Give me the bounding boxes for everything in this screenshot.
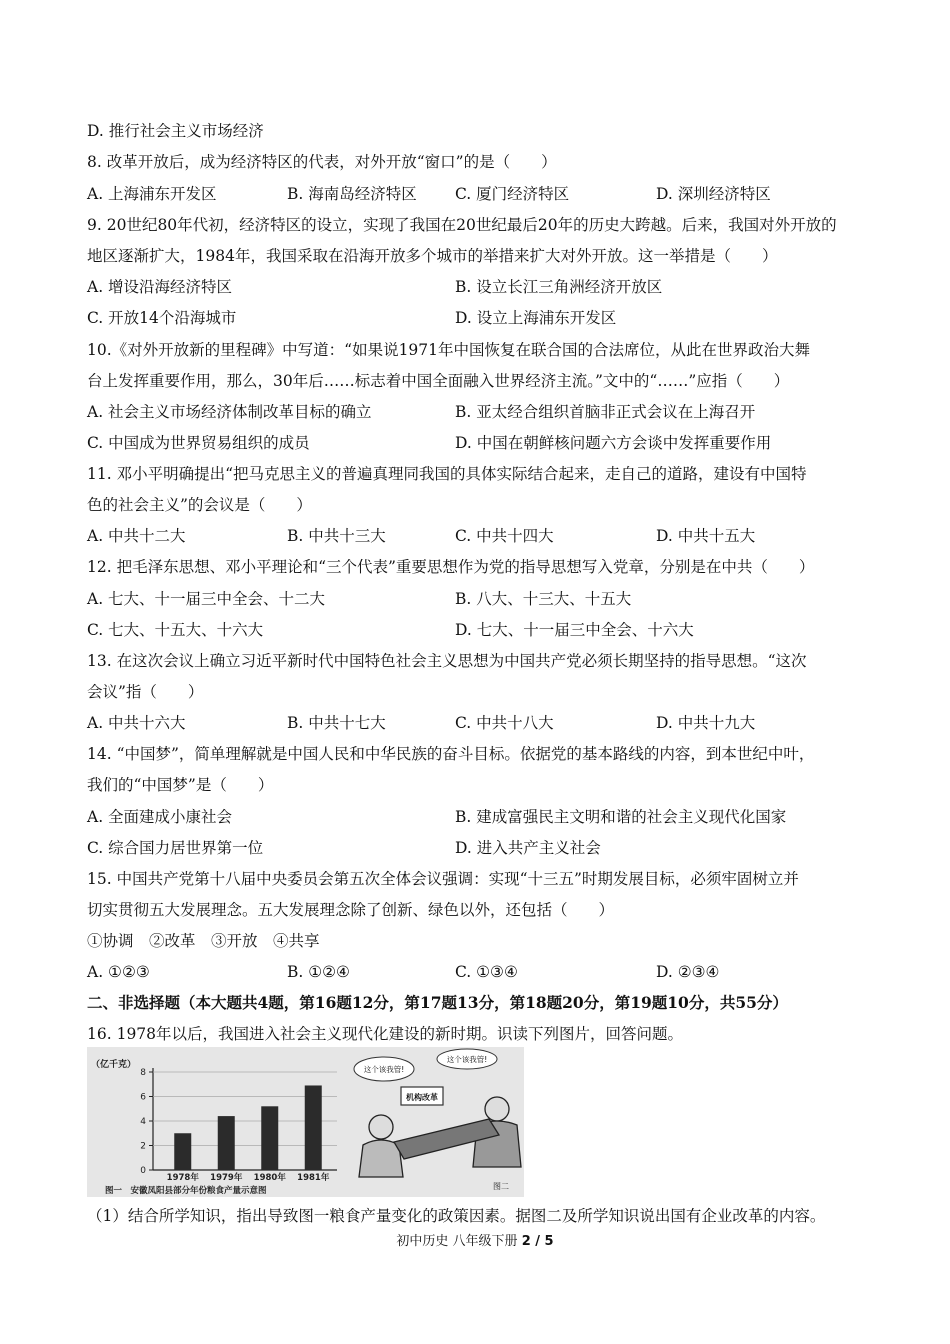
enterprise-reform-cartoon [349, 1047, 524, 1197]
person-right-head-icon [485, 1097, 509, 1121]
q9-option-b: B. 设立长江三角洲经济开放区 [455, 278, 663, 296]
x-tick-label: 1981年 [297, 1173, 330, 1183]
person-left-head-icon [369, 1115, 393, 1139]
q14-option-d: D. 进入共产主义社会 [455, 839, 601, 857]
q11-option-a: A. 中共十二大 [87, 527, 186, 545]
page-number: 2 / 5 [521, 1234, 554, 1249]
q12-option-d: D. 七大、十一届三中全会、十六大 [455, 621, 694, 639]
chart-ylabel: （亿千克） [91, 1060, 137, 1070]
q10-stem-line2: 台上发挥重要作用，那么，30年后……标志着中国全面融入世界经济主流。”文中的“……”应指（ ） [87, 372, 790, 390]
y-tick-label: 0 [140, 1166, 146, 1176]
q16-figure [87, 1047, 524, 1197]
q8-option-b: B. 海南岛经济特区 [287, 185, 417, 203]
q15-option-c: C. ①③④ [455, 963, 518, 981]
x-tick-label: 1980年 [253, 1173, 286, 1183]
q10-stem-line1: 10.《对外开放新的里程碑》中写道：“如果说1971年中国恢复在联合国的合法席位，从此在世界政治大舞 [87, 341, 811, 359]
bar-1980年 [261, 1106, 278, 1170]
figure2-caption: 图二 [493, 1182, 509, 1191]
y-tick-label: 6 [140, 1092, 146, 1103]
q8-option-c: C. 厦门经济特区 [455, 185, 570, 203]
footer-text: 初中历史 八年级下册 [396, 1234, 522, 1249]
q14-stem-line2: 我们的“中国梦”是（ ） [87, 776, 274, 794]
q12-stem: 12. 把毛泽东思想、邓小平理论和“三个代表”重要思想作为党的指导思想写入党章，分别是在中共（ ） [87, 558, 815, 576]
x-tick-label: 1979年 [210, 1173, 243, 1183]
y-tick-label: 8 [140, 1068, 146, 1078]
q11-option-d: D. 中共十五大 [656, 527, 756, 545]
q14-option-b: B. 建成富强民主文明和谐的社会主义现代化国家 [455, 808, 787, 826]
q9-option-d: D. 设立上海浦东开发区 [455, 309, 617, 327]
q10-option-c: C. 中国成为世界贸易组织的成员 [87, 434, 310, 452]
q8-option-a: A. 上海浦东开发区 [87, 185, 217, 203]
q9-option-a: A. 增设沿海经济特区 [87, 278, 233, 296]
q12-option-b: B. 八大、十三大、十五大 [455, 590, 632, 608]
section-heading: 二、非选择题（本大题共4题，第16题12分，第17题13分，第18题20分，第19题10分，共55分） [87, 993, 788, 1012]
q13-option-b: B. 中共十七大 [287, 714, 386, 732]
grain-output-bar-chart [87, 1047, 347, 1197]
q12-option-a: A. 七大、十一届三中全会、十二大 [87, 590, 326, 608]
q15-stem-line2: 切实贯彻五大发展理念。五大发展理念除了创新、绿色以外，还包括（ ） [87, 901, 615, 919]
q13-stem-line2: 会议”指（ ） [87, 683, 204, 701]
q16-subquestion-1: （1）结合所学知识，指出导致图一粮食产量变化的政策因素。据图二及所学知识说出国有企业改革的内容。 [87, 1207, 826, 1225]
q13-option-c: C. 中共十八大 [455, 714, 554, 732]
q11-stem-line1: 11. 邓小平明确提出“把马克思主义的普遍真理同我国的具体实际结合起来，走自己的道路，建设有中国特 [87, 465, 807, 483]
q9-option-c: C. 开放14个沿海城市 [87, 309, 237, 327]
q14-option-a: A. 全面建成小康社会 [87, 808, 233, 826]
q8-option-d: D. 深圳经济特区 [656, 185, 771, 203]
q7-option-d: D. 推行社会主义市场经济 [87, 122, 264, 140]
q15-option-b: B. ①②④ [287, 963, 350, 981]
figure1-caption: 图一 安徽凤阳县部分年份粮食产量示意图 [105, 1186, 267, 1196]
q15-option-a: A. ①②③ [87, 963, 150, 981]
speech-text-right: 这个该我管! [446, 1055, 488, 1064]
q14-stem-line1: 14. “中国梦”，简单理解就是中国人民和中华民族的奋斗目标。依据党的基本路线的内容，到本世纪中叶， [87, 745, 815, 763]
q10-option-b: B. 亚太经合组织首脑非正式会议在上海召开 [455, 403, 756, 421]
q12-option-c: C. 七大、十五大、十六大 [87, 621, 264, 639]
q14-option-c: C. 综合国力居世界第一位 [87, 839, 264, 857]
reform-sign-text: 机构改革 [406, 1093, 438, 1102]
speech-text-left: 这个该我管! [363, 1065, 405, 1074]
bar-1981年 [305, 1085, 322, 1170]
q13-stem-line1: 13. 在这次会议上确立习近平新时代中国特色社会主义思想为中国共产党必须长期坚持的指导思想。“这次 [87, 652, 807, 670]
q13-option-d: D. 中共十九大 [656, 714, 756, 732]
q9-stem-line1: 9. 20世纪80年代初，经济特区的设立，实现了我国在20世纪最后20年的历史大跨越。后来，我国对外开放的 [87, 216, 837, 234]
bar-1979年 [218, 1116, 235, 1170]
y-tick-label: 4 [140, 1117, 146, 1127]
bar-1978年 [174, 1133, 191, 1170]
q11-option-b: B. 中共十三大 [287, 527, 386, 545]
y-tick-label: 2 [140, 1141, 146, 1152]
q16-stem: 16. 1978年以后，我国进入社会主义现代化建设的新时期。识读下列图片，回答问题。 [87, 1025, 684, 1043]
x-tick-label: 1978年 [166, 1173, 199, 1183]
q8-stem: 8. 改革开放后，成为经济特区的代表，对外开放“窗口”的是（ ） [87, 153, 557, 171]
q15-stem-line1: 15. 中国共产党第十八届中央委员会第五次全体会议强调：实现“十三五”时期发展目标，必须牢固树立并 [87, 870, 799, 888]
q9-stem-line2: 地区逐渐扩大，1984年，我国采取在沿海开放多个城市的举措来扩大对外开放。这一举措是（ ） [87, 247, 778, 265]
q10-option-d: D. 中国在朝鲜核问题六方会谈中发挥重要作用 [455, 434, 772, 452]
q11-stem-line2: 色的社会主义”的会议是（ ） [87, 496, 312, 514]
q11-option-c: C. 中共十四大 [455, 527, 554, 545]
q15-option-d: D. ②③④ [656, 963, 720, 981]
page-footer [0, 1233, 950, 1251]
q10-option-a: A. 社会主义市场经济体制改革目标的确立 [87, 403, 372, 421]
q13-option-a: A. 中共十六大 [87, 714, 186, 732]
q15-items: ①协调 ②改革 ③开放 ④共享 [87, 932, 320, 950]
